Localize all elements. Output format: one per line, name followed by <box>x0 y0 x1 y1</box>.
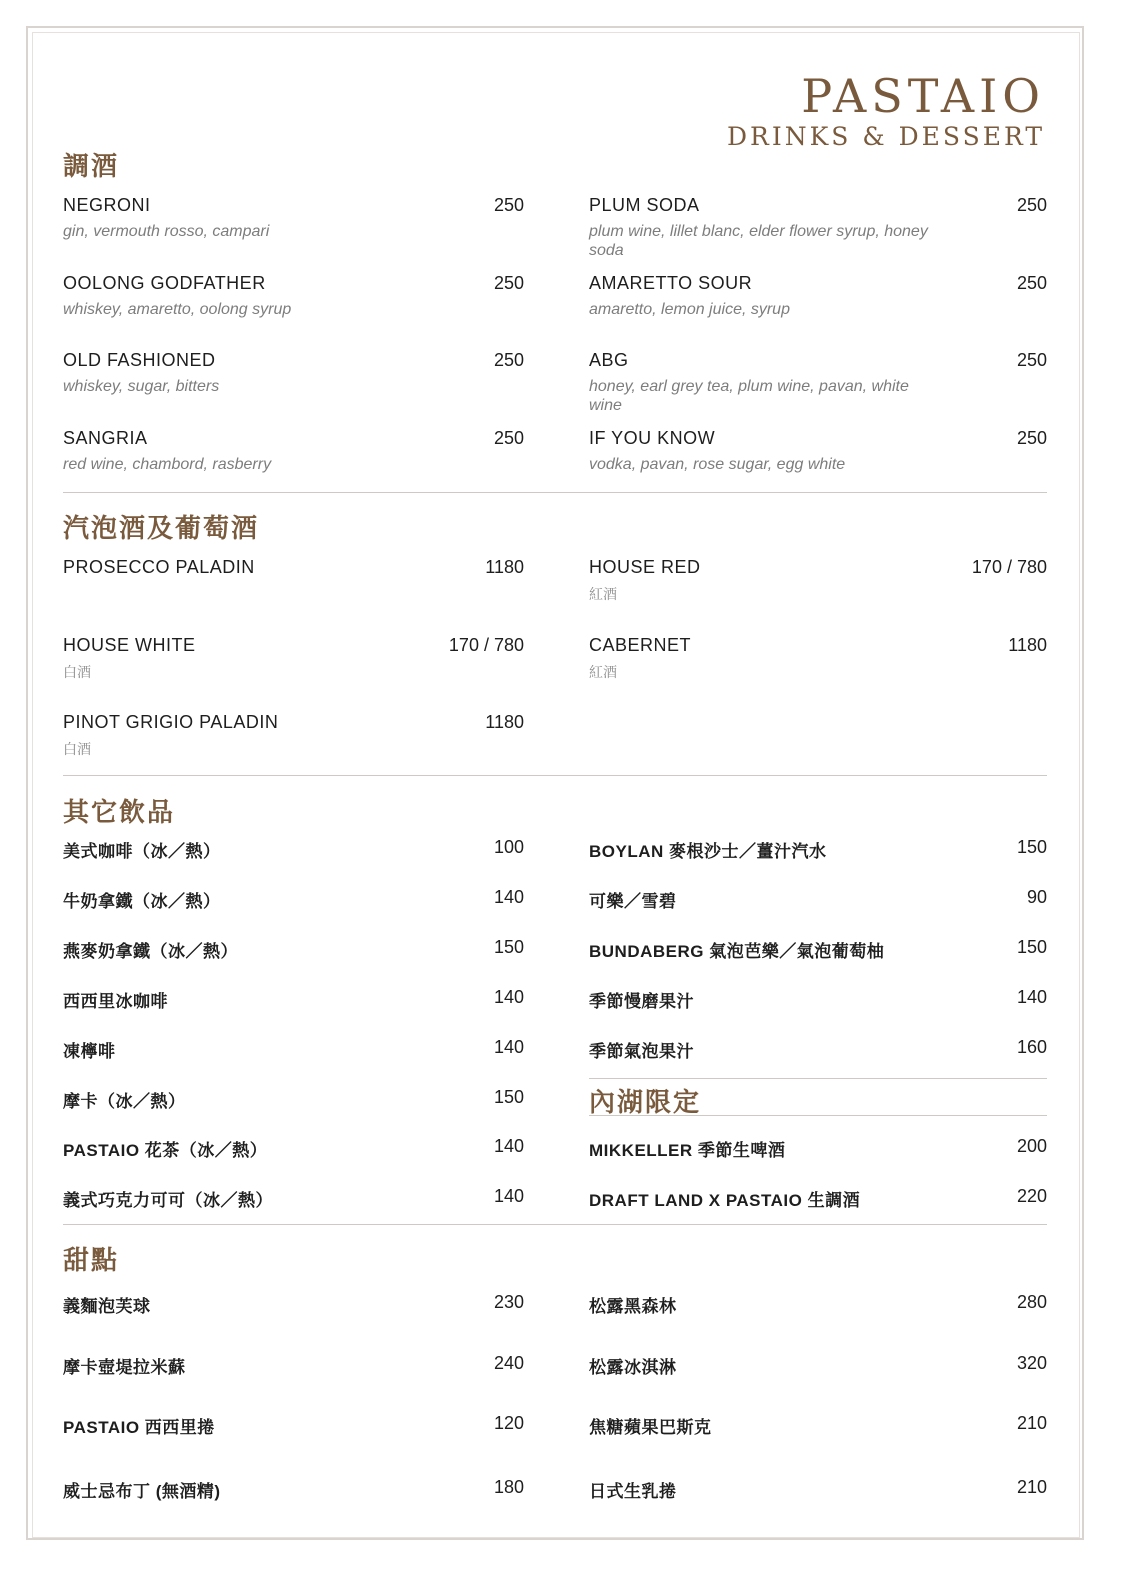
item-price: 220 <box>1016 1186 1047 1206</box>
section-heading-other-drinks: 其它飲品 <box>63 797 176 827</box>
menu-item <box>589 1477 1047 1502</box>
item-name: MIKKELLER 季節生啤酒 <box>589 1141 786 1160</box>
menu-item <box>589 887 1047 912</box>
menu-item <box>63 195 524 241</box>
menu-item <box>589 1413 1047 1438</box>
item-price: 250 <box>1016 273 1047 293</box>
item-price: 230 <box>493 1292 524 1312</box>
item-price: 140 <box>493 1136 524 1156</box>
item-description: whiskey, sugar, bitters <box>63 378 220 395</box>
item-name: 焦糖蘋果巴斯克 <box>589 1418 712 1437</box>
item-name: HOUSE RED <box>589 557 701 577</box>
menu-item <box>589 1037 1047 1062</box>
item-name: 松露黑森林 <box>589 1297 677 1316</box>
item-name: 日式生乳捲 <box>589 1482 677 1501</box>
item-name: PROSECCO PALADIN <box>63 557 255 577</box>
item-price: 140 <box>493 1037 524 1057</box>
menu-item <box>63 887 524 912</box>
section-heading-dessert: 甜點 <box>63 1245 120 1275</box>
section-heading-wine: 汽泡酒及葡萄酒 <box>63 513 260 543</box>
menu-item <box>589 195 1047 260</box>
item-price: 280 <box>1016 1292 1047 1312</box>
section-heading-cocktails: 調酒 <box>63 151 120 181</box>
item-name: 義式巧克力可可（冰／熱） <box>63 1191 273 1210</box>
item-price: 210 <box>1016 1477 1047 1497</box>
item-price: 140 <box>493 887 524 907</box>
item-price: 250 <box>1016 428 1047 448</box>
section-divider <box>63 492 1047 493</box>
menu-item <box>63 1353 524 1378</box>
item-subtitle: 紅酒 <box>589 586 617 602</box>
item-price: 250 <box>493 195 524 215</box>
item-name: ABG <box>589 350 629 370</box>
item-price: 210 <box>1016 1413 1047 1433</box>
menu-item <box>63 1413 524 1438</box>
item-price: 250 <box>493 273 524 293</box>
item-price: 1180 <box>485 557 524 577</box>
item-price: 150 <box>1016 937 1047 957</box>
item-name: OLD FASHIONED <box>63 350 216 370</box>
item-name: 摩卡壺堤拉米蘇 <box>63 1358 186 1377</box>
item-name: CABERNET <box>589 635 692 655</box>
item-name: PINOT GRIGIO PALADIN <box>63 712 279 732</box>
item-description: whiskey, amaretto, oolong syrup <box>63 301 292 318</box>
item-description: amaretto, lemon juice, syrup <box>589 301 790 318</box>
item-price: 170 / 780 <box>971 557 1047 577</box>
menu-item <box>589 987 1047 1012</box>
item-name: IF YOU KNOW <box>589 428 716 448</box>
item-subtitle: 白酒 <box>63 664 91 680</box>
menu-item <box>589 837 1047 862</box>
item-price: 150 <box>493 1087 524 1107</box>
item-description: red wine, chambord, rasberry <box>63 456 272 473</box>
item-price: 180 <box>493 1477 524 1497</box>
item-price: 160 <box>1016 1037 1047 1057</box>
item-price: 150 <box>493 937 524 957</box>
item-name: SANGRIA <box>63 428 148 448</box>
menu-item <box>63 1477 524 1502</box>
section-divider <box>63 775 1047 776</box>
menu-item <box>589 1136 1047 1161</box>
menu-item <box>63 273 524 319</box>
section-divider <box>63 1224 1047 1225</box>
menu-item <box>63 1037 524 1062</box>
menu-item <box>589 937 1047 962</box>
item-name: 燕麥奶拿鐵（冰／熱） <box>63 942 238 961</box>
item-name: 威士忌布丁 (無酒精) <box>63 1482 221 1501</box>
item-price: 240 <box>493 1353 524 1373</box>
menu-item <box>589 1186 1047 1211</box>
item-subtitle: 紅酒 <box>589 664 617 680</box>
item-name: 義麵泡芙球 <box>63 1297 151 1316</box>
menu-item <box>63 1136 524 1161</box>
item-price: 170 / 780 <box>448 635 524 655</box>
item-price: 140 <box>493 987 524 1007</box>
item-price: 140 <box>1016 987 1047 1007</box>
menu-item <box>63 837 524 862</box>
item-name: 美式咖啡（冰／熱） <box>63 842 221 861</box>
menu-item <box>589 350 1047 415</box>
item-name: 凍檸啡 <box>63 1042 116 1061</box>
item-name: 季節慢磨果汁 <box>589 992 694 1011</box>
item-subtitle: 白酒 <box>63 741 91 757</box>
item-name: NEGRONI <box>63 195 151 215</box>
item-name: 西西里冰咖啡 <box>63 992 168 1011</box>
menu-item <box>589 428 1047 474</box>
item-price: 100 <box>493 837 524 857</box>
item-price: 250 <box>493 350 524 370</box>
item-name: PASTAIO 西西里捲 <box>63 1418 215 1437</box>
item-name: 牛奶拿鐵（冰／熱） <box>63 892 221 911</box>
item-price: 320 <box>1016 1353 1047 1373</box>
item-name: 可樂／雪碧 <box>589 892 677 911</box>
item-description: honey, earl grey tea, plum wine, pavan, white wine <box>589 378 909 414</box>
menu-item <box>589 273 1047 319</box>
item-price: 250 <box>1016 195 1047 215</box>
item-price: 120 <box>493 1413 524 1433</box>
menu-item <box>589 557 1047 604</box>
item-price: 140 <box>493 1186 524 1206</box>
item-price: 90 <box>1026 887 1047 907</box>
item-name: PASTAIO 花茶（冰／熱） <box>63 1141 268 1160</box>
brand-block <box>727 70 1045 152</box>
menu-item <box>63 428 524 474</box>
limited-edition-banner <box>589 1078 1047 1116</box>
item-name: BUNDABERG 氣泡芭樂／氣泡葡萄柚 <box>589 942 885 961</box>
item-name: 季節氣泡果汁 <box>589 1042 694 1061</box>
menu-item <box>63 350 524 396</box>
menu-item <box>63 1186 524 1211</box>
menu-item <box>63 635 524 682</box>
item-description: vodka, pavan, rose sugar, egg white <box>589 456 846 473</box>
menu-item <box>63 937 524 962</box>
item-description: gin, vermouth rosso, campari <box>63 223 270 240</box>
item-name: AMARETTO SOUR <box>589 273 753 293</box>
item-name: HOUSE WHITE <box>63 635 196 655</box>
menu-item <box>589 635 1047 682</box>
menu-item <box>63 557 524 578</box>
item-name: BOYLAN 麥根沙士／薑汁汽水 <box>589 842 827 861</box>
brand-subtitle: DRINKS & DESSERT <box>727 122 1045 151</box>
menu-item <box>589 1353 1047 1378</box>
item-name: OOLONG GODFATHER <box>63 273 266 293</box>
item-price: 150 <box>1016 837 1047 857</box>
section-heading-limited: 內湖限定 <box>589 1087 702 1117</box>
menu-item <box>63 1292 524 1317</box>
menu-item <box>63 712 524 759</box>
brand-title: PASTAIO <box>801 69 1045 123</box>
menu-item <box>63 987 524 1012</box>
item-price: 250 <box>493 428 524 448</box>
item-name: 摩卡（冰／熱） <box>63 1092 186 1111</box>
menu-item <box>63 1087 524 1112</box>
item-name: PLUM SODA <box>589 195 700 215</box>
menu-item <box>589 1292 1047 1317</box>
item-description: plum wine, lillet blanc, elder flower syrup, honey soda <box>589 223 928 259</box>
item-price: 1180 <box>1008 635 1047 655</box>
item-price: 250 <box>1016 350 1047 370</box>
item-name: 松露冰淇淋 <box>589 1358 677 1377</box>
item-name: DRAFT LAND X PASTAIO 生調酒 <box>589 1191 861 1210</box>
item-price: 200 <box>1016 1136 1047 1156</box>
item-price: 1180 <box>485 712 524 732</box>
